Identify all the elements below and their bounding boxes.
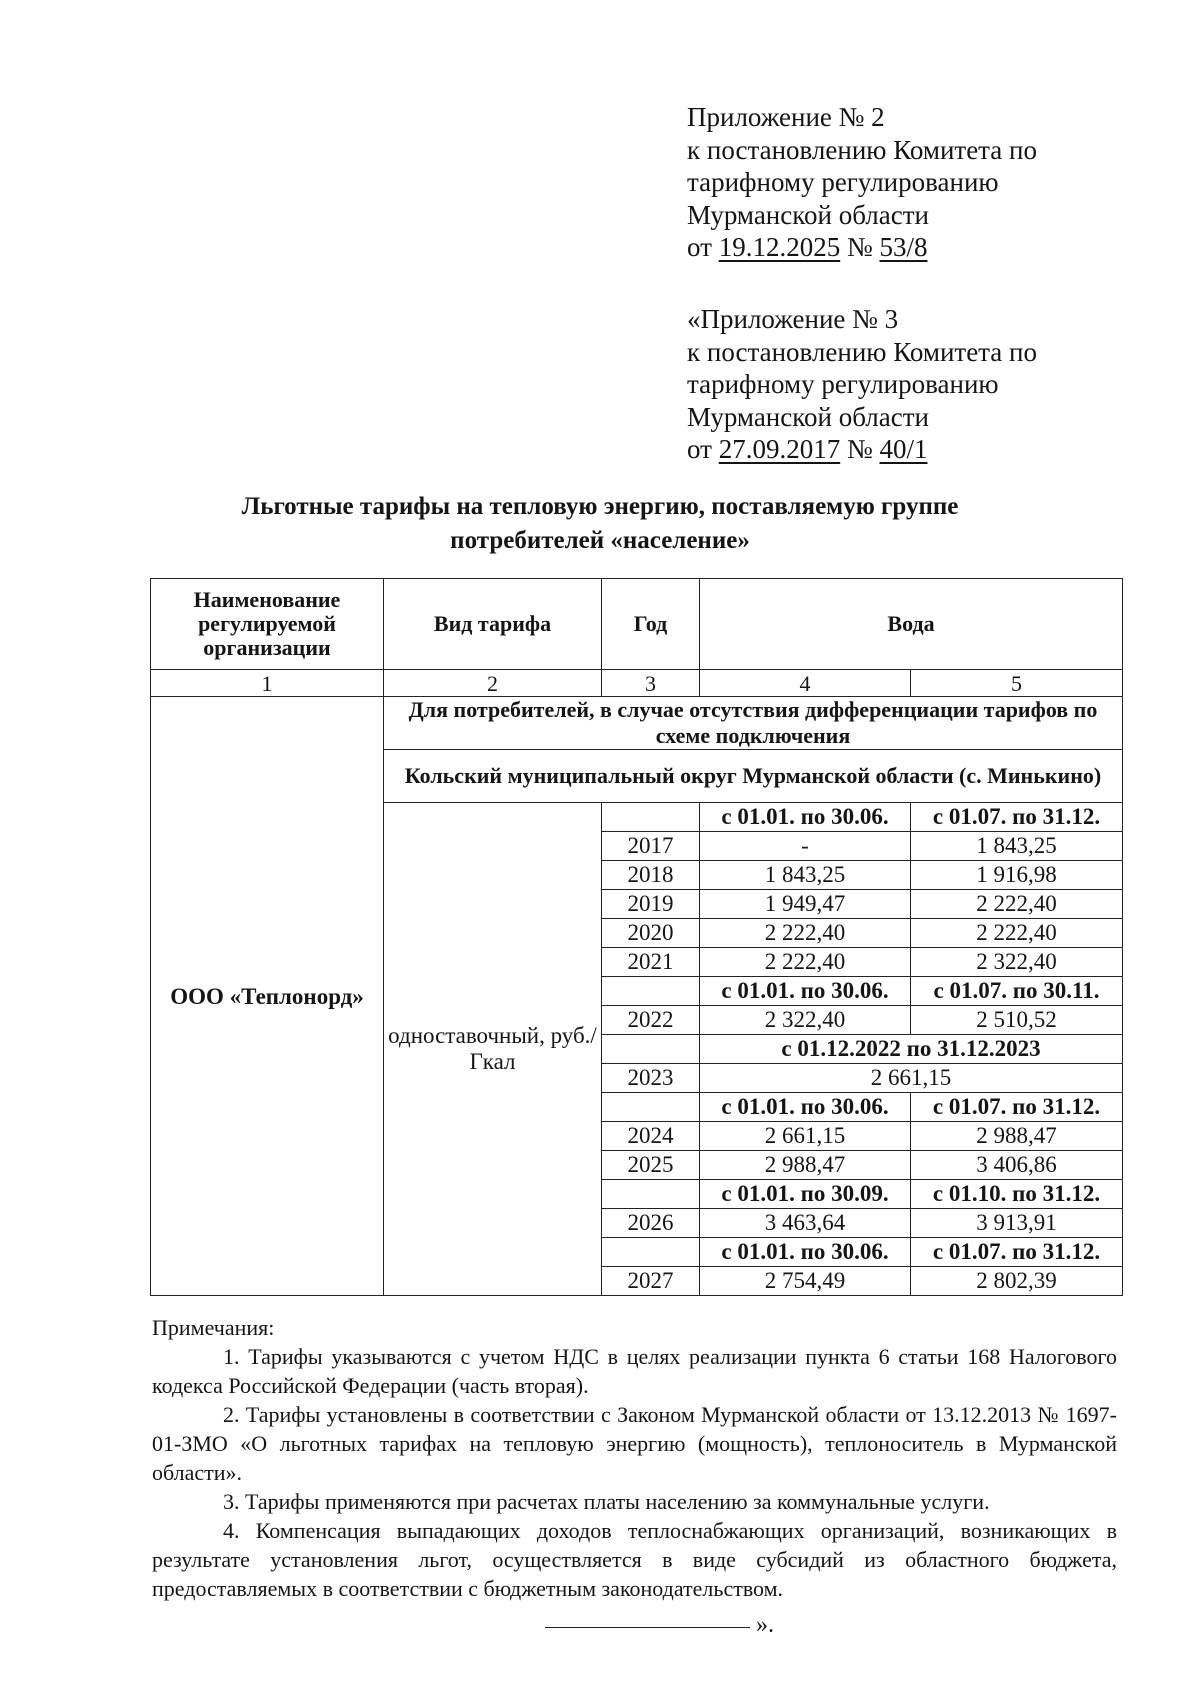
period-header: с 01.07. по 31.12. [911, 1238, 1123, 1267]
period-header: с 01.07. по 31.12. [911, 803, 1123, 832]
period-header: с 01.01. по 30.06. [700, 803, 911, 832]
value-cell: 2 661,15 [700, 1122, 911, 1151]
appendix-line: к постановлению Комитета по [687, 336, 1037, 367]
value-cell: 2 802,39 [911, 1267, 1123, 1296]
year-cell: 2018 [602, 861, 700, 890]
appendix-line: Приложение № 2 [687, 102, 885, 132]
closing-quote: ». [756, 1612, 774, 1638]
year-cell [602, 977, 700, 1006]
notes-heading: Примечания: [152, 1315, 275, 1340]
organization-name: ООО «Теплонорд» [151, 697, 384, 1296]
year-cell [602, 1035, 700, 1064]
value-cell: 2 510,52 [911, 1006, 1123, 1035]
column-number: 3 [602, 670, 700, 697]
header-year: Год [602, 579, 700, 670]
value-cell: 1 916,98 [911, 861, 1123, 890]
section-heading: Для потребителей, в случае отсутствия дифференциации тарифов по схеме подключения [384, 697, 1123, 750]
year-cell [602, 1093, 700, 1122]
title-line: Льготные тарифы на тепловую энергию, поставляемую группе [241, 493, 959, 520]
year-cell: 2020 [602, 919, 700, 948]
tariff-table [150, 578, 1123, 1296]
year-cell: 2025 [602, 1151, 700, 1180]
closing-line [545, 1612, 774, 1639]
year-cell: 2021 [602, 948, 700, 977]
appendix-block [687, 101, 1037, 264]
value-cell: 2 754,49 [700, 1267, 911, 1296]
year-cell [602, 1238, 700, 1267]
period-header: с 01.01. по 30.06. [700, 1093, 911, 1122]
date-prefix: от [687, 232, 719, 262]
header-water: Вода [700, 579, 1123, 670]
notes-section [152, 1313, 1117, 1603]
value-cell: 2 222,40 [700, 948, 911, 977]
note-item: 2. Тарифы установлены в соответствии с Законом Мурманской области от 13.12.2013 № 1697-01-ЗМО «О льготных тарифах на тепловую энергию (мощность), теплоноситель в Мурманской области». [152, 1402, 1117, 1485]
period-header: с 01.12.2022 по 31.12.2023 [700, 1035, 1123, 1064]
value-cell: 3 406,86 [911, 1151, 1123, 1180]
appendix-number: 40/1 [879, 434, 928, 464]
value-cell: - [700, 832, 911, 861]
number-prefix: № [840, 434, 880, 464]
appendix-date-line [687, 231, 1037, 264]
header-kind: Вид тарифа [384, 579, 602, 670]
value-cell: 1 843,25 [911, 832, 1123, 861]
column-number: 5 [911, 670, 1123, 697]
value-cell: 2 322,40 [700, 1006, 911, 1035]
year-cell [602, 803, 700, 832]
year-cell: 2024 [602, 1122, 700, 1151]
period-header: с 01.07. по 30.11. [911, 977, 1123, 1006]
closing-rule [545, 1627, 750, 1628]
document-title [150, 490, 1050, 558]
year-cell [602, 1180, 700, 1209]
period-header: с 01.01. по 30.06. [700, 1238, 911, 1267]
value-cell: 3 913,91 [911, 1209, 1123, 1238]
title-line: потребителей «население» [450, 527, 750, 554]
appendix-line: Мурманской области [687, 199, 929, 230]
value-cell: 1 949,47 [700, 890, 911, 919]
column-number: 4 [700, 670, 911, 697]
period-header: с 01.07. по 31.12. [911, 1093, 1123, 1122]
appendix-line: Мурманской области [687, 401, 929, 432]
note-item: 4. Компенсация выпадающих доходов теплоснабжающих организаций, возникающих в результате установления льгот, осуществляется в виде субсидий из областного бюджета, предоставляемых в соответствии с бюджетным законодательством. [152, 1518, 1117, 1601]
appendix-date-line [687, 433, 1037, 466]
number-prefix: № [840, 232, 880, 262]
date-prefix: от [687, 434, 719, 464]
appendix-line: тарифному регулированию [687, 369, 999, 399]
value-cell: 2 322,40 [911, 948, 1123, 977]
column-number: 2 [384, 670, 602, 697]
tariff-kind: одноставочный, руб./Гкал [384, 803, 602, 1296]
section-row [151, 697, 1123, 750]
year-cell: 2023 [602, 1064, 700, 1093]
year-cell: 2017 [602, 832, 700, 861]
year-cell: 2019 [602, 890, 700, 919]
appendix-date: 19.12.2025 [718, 232, 841, 262]
value-cell: 2 661,15 [700, 1064, 1123, 1093]
value-cell: 2 988,47 [911, 1122, 1123, 1151]
year-cell: 2026 [602, 1209, 700, 1238]
appendix-number: 53/8 [879, 232, 928, 262]
value-cell: 1 843,25 [700, 861, 911, 890]
column-number: 1 [151, 670, 384, 697]
period-header: с 01.01. по 30.06. [700, 977, 911, 1006]
appendix-line: к постановлению Комитета по [687, 134, 1037, 165]
previous-appendix-block [687, 303, 1037, 466]
note-item: 3. Тарифы применяются при расчетах платы населению за коммунальные услуги. [223, 1489, 990, 1514]
appendix-line: тарифному регулированию [687, 167, 999, 197]
value-cell: 3 463,64 [700, 1209, 911, 1238]
note-item: 1. Тарифы указываются с учетом НДС в целях реализации пункта 6 статьи 168 Налогового кодекса Российской Федерации (часть вторая). [152, 1344, 1117, 1398]
value-cell: 2 222,40 [700, 919, 911, 948]
value-cell: 2 222,40 [911, 919, 1123, 948]
appendix-date: 27.09.2017 [718, 434, 841, 464]
period-header: с 01.01. по 30.09. [700, 1180, 911, 1209]
table-header-row [151, 579, 1123, 670]
value-cell: 2 222,40 [911, 890, 1123, 919]
period-header: с 01.10. по 31.12. [911, 1180, 1123, 1209]
section-heading: Кольский муниципальный округ Мурманской области (с. Минькино) [384, 750, 1123, 803]
year-cell: 2022 [602, 1006, 700, 1035]
value-cell: 2 988,47 [700, 1151, 911, 1180]
column-number-row [151, 670, 1123, 697]
header-org: Наименование регулируемой организации [151, 579, 384, 670]
year-cell: 2027 [602, 1267, 700, 1296]
appendix-line: «Приложение № 3 [687, 304, 899, 334]
